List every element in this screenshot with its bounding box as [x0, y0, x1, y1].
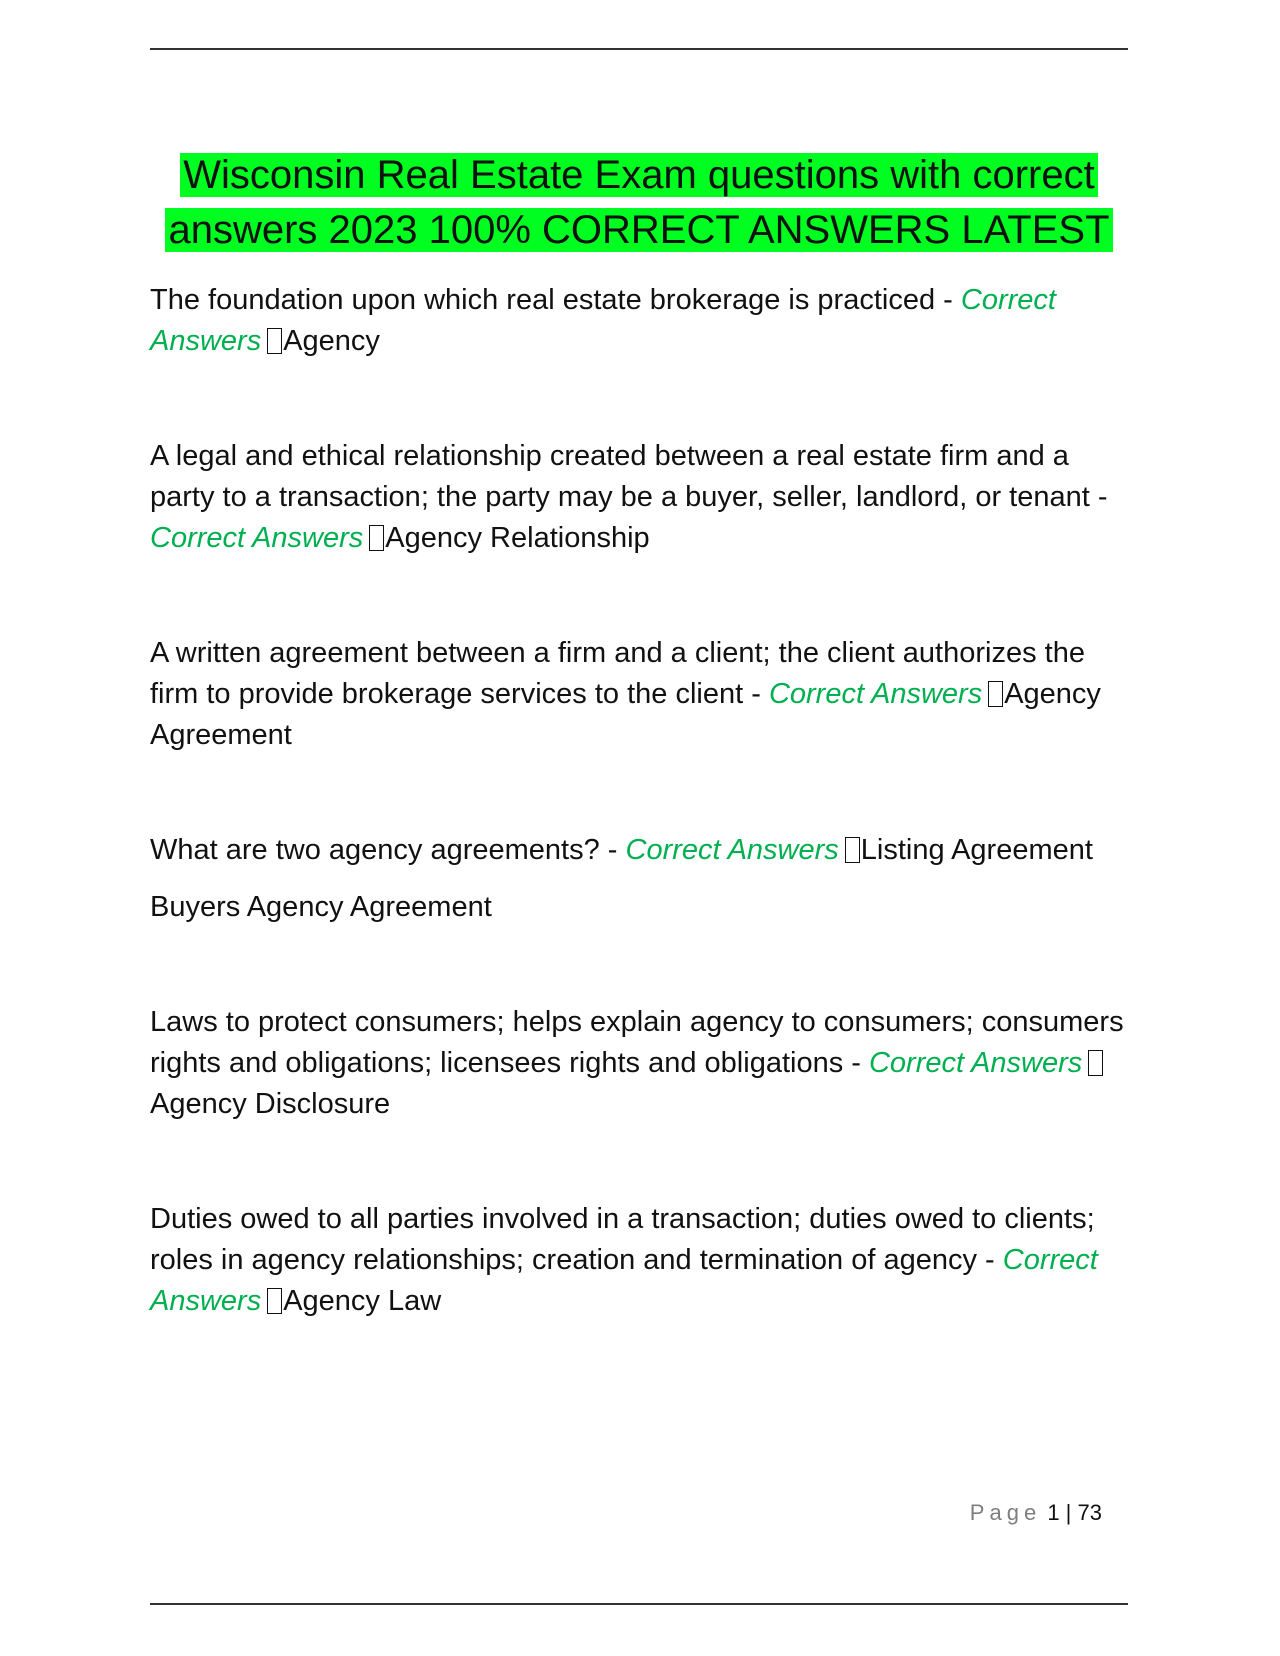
missing-glyph-box-icon — [845, 837, 860, 863]
qa-line — [150, 436, 1128, 559]
missing-glyph-box-icon — [267, 1288, 282, 1314]
answer-continuation: Buyers Agency Agreement — [150, 891, 492, 923]
page-footer — [150, 1498, 1102, 1528]
qa-item — [150, 280, 1128, 362]
answer-text: Agency Agreement — [150, 678, 1101, 751]
document-title — [150, 148, 1128, 258]
title-highlight: Wisconsin Real Estate Exam questions with correct answers 2023 100% CORRECT ANSWERS LATEST — [165, 153, 1112, 252]
qa-line — [150, 830, 1128, 871]
correct-answers-marker: Correct Answers — [768, 678, 983, 710]
question-text: Duties owed to all parties involved in a transaction; duties owed to clients; roles in agency relationships; creation and termination of agency - — [150, 1203, 1095, 1276]
answer-text: Listing Agreement — [860, 834, 1093, 866]
missing-glyph-box-icon — [988, 681, 1003, 707]
qa-line — [150, 1002, 1128, 1125]
correct-answers-marker: Correct Answers — [150, 284, 1056, 357]
answer-text: Agency Relationship — [385, 522, 650, 554]
qa-line — [150, 1199, 1128, 1322]
question-text: The foundation upon which real estate brokerage is practiced - — [150, 284, 961, 316]
answer-text: Agency Disclosure — [150, 1088, 391, 1120]
correct-answers-marker: Correct Answers — [150, 522, 364, 554]
qa-list — [150, 280, 1128, 1396]
question-text: What are two agency agreements? - — [150, 834, 626, 866]
answer-text: Agency Law — [283, 1285, 442, 1317]
missing-glyph-box-icon — [1088, 1050, 1103, 1076]
correct-answers-marker: Correct Answers — [625, 834, 839, 866]
qa-line — [150, 280, 1128, 362]
question-text: A legal and ethical relationship created between a real estate firm and a party to a transaction; the party may be a buyer, seller, landlord, or tenant - — [150, 440, 1108, 513]
qa-item — [150, 1002, 1128, 1125]
missing-glyph-box-icon — [267, 328, 282, 354]
page-total: 73 — [1077, 1500, 1102, 1525]
qa-line — [150, 633, 1128, 756]
page-label: Page — [969, 1500, 1042, 1525]
question-text: A written agreement between a firm and a client; the client authorizes the firm to provide brokerage services to the client - — [150, 637, 1085, 710]
question-text: Laws to protect consumers; helps explain agency to consumers; consumers rights and obligations; licensees rights and obligations - — [150, 1006, 1124, 1079]
correct-answers-marker: Correct Answers — [150, 1244, 1098, 1317]
correct-answers-marker: Correct Answers — [868, 1047, 1083, 1079]
qa-item — [150, 1199, 1128, 1322]
qa-item — [150, 830, 1128, 928]
page-number: 1 — [1047, 1500, 1060, 1525]
page-separator: | — [1059, 1500, 1078, 1525]
qa-item — [150, 633, 1128, 756]
missing-glyph-box-icon — [369, 525, 384, 551]
qa-item — [150, 436, 1128, 559]
answer-text: Agency — [283, 325, 380, 357]
footer-rule — [150, 1603, 1128, 1605]
header-rule — [150, 48, 1128, 50]
